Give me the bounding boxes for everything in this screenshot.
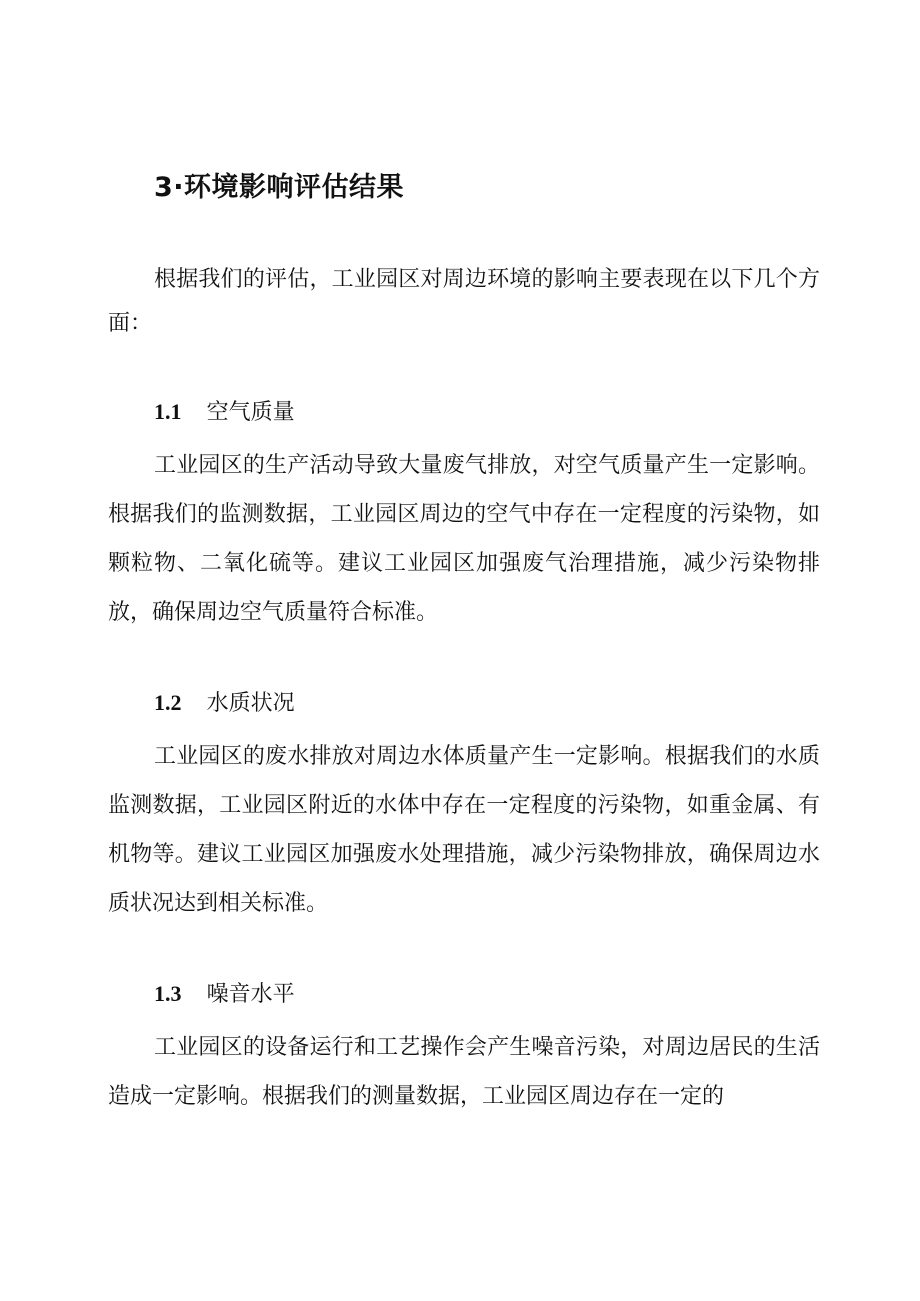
section-noise-level <box>108 976 820 1121</box>
section-number: 1.1 <box>154 399 182 424</box>
intro-paragraph: 根据我们的评估，工业园区对周边环境的影响主要表现在以下几个方面： <box>108 267 820 336</box>
section-title: 噪音水平 <box>206 982 295 1007</box>
section-paragraph: 工业园区的设备运行和工艺操作会产生噪音污染，对周边居民的生活造成一定影响。根据我们的测量数据，工业园区周边存在一定的 <box>108 1035 820 1109</box>
section-paragraph: 工业园区的废水排放对周边水体质量产生一定影响。根据我们的水质监测数据，工业园区附近的水体中存在一定程度的污染物，如重金属、有机物等。建议工业园区加强废水处理措施，减少污染物排放，确保周边水质状况达到相关标准。 <box>108 744 820 916</box>
section-air-quality <box>108 394 820 637</box>
document-content <box>108 168 820 1121</box>
section-heading <box>154 394 820 431</box>
section-title: 空气质量 <box>206 400 295 425</box>
section-paragraph: 工业园区的生产活动导致大量废气排放，对空气质量产生一定影响。根据我们的监测数据，工业园区周边的空气中存在一定程度的污染物，如颗粒物、二氧化硫等。建议工业园区加强废气治理措施，减少污染物排放，确保周边空气质量符合标准。 <box>108 453 820 625</box>
section-heading <box>154 976 820 1013</box>
section-number: 1.3 <box>154 981 182 1006</box>
section-water-quality <box>108 685 820 928</box>
document-title: 3·环境影响评估结果 <box>154 172 405 203</box>
section-title: 水质状况 <box>206 691 295 716</box>
section-number: 1.2 <box>154 690 182 715</box>
section-heading <box>154 685 820 722</box>
